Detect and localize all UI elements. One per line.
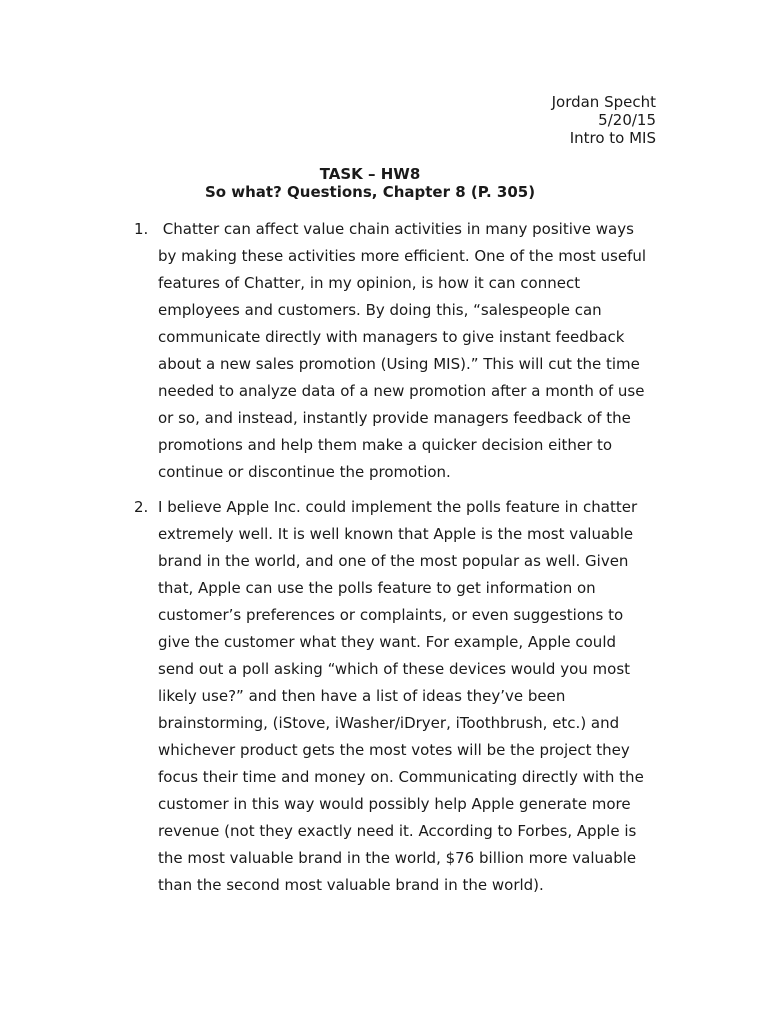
course-name: Intro to MIS — [569, 129, 656, 147]
question-number: 1. — [134, 220, 149, 238]
title-line-1: TASK – HW8 — [319, 165, 421, 183]
question-item-1 — [134, 216, 654, 486]
question-list — [134, 216, 654, 899]
document-header — [552, 93, 656, 147]
question-answer-text: I believe Apple Inc. could implement the polls feature in chatter extremely well. It is well known that Apple is the most valuable brand in the world, and one of the most popular as well. Given that, Apple can use the polls feature to get information on customer’s preferences or complaints, or even suggestions to give the customer what they want. For example, Apple could send out a poll asking “which of these devices would you most likely use?” and then have a list of ideas they’ve been brainstorming, (iStove, iWasher/iDryer, iToothbrush, etc.) and whichever product gets the most votes will be the project they focus their time and money on. Communicating directly with the customer in this way would possibly help Apple generate more revenue (not they exactly need it. According to Forbes, Apple is the most valuable brand in the world, $76 billion more valuable than the second most valuable brand in the world). — [158, 498, 644, 894]
document-date: 5/20/15 — [598, 111, 656, 129]
question-number: 2. — [134, 498, 149, 516]
document-title — [0, 165, 740, 201]
question-answer-text: Chatter can affect value chain activities in many positive ways by making these activities more efficient. One of the most useful features of Chatter, in my opinion, is how it can connect employees and customers. By doing this, “salespeople can communicate directly with managers to give instant feedback about a new sales promotion (Using MIS).” This will cut the time needed to analyze data of a new promotion after a month of use or so, and instead, instantly provide managers feedback of the promotions and help them make a quicker decision either to continue or discontinue the promotion. — [158, 220, 651, 481]
question-item-2 — [134, 494, 654, 899]
title-line-2: So what? Questions, Chapter 8 (P. 305) — [204, 183, 536, 201]
author-name: Jordan Specht — [551, 93, 656, 111]
